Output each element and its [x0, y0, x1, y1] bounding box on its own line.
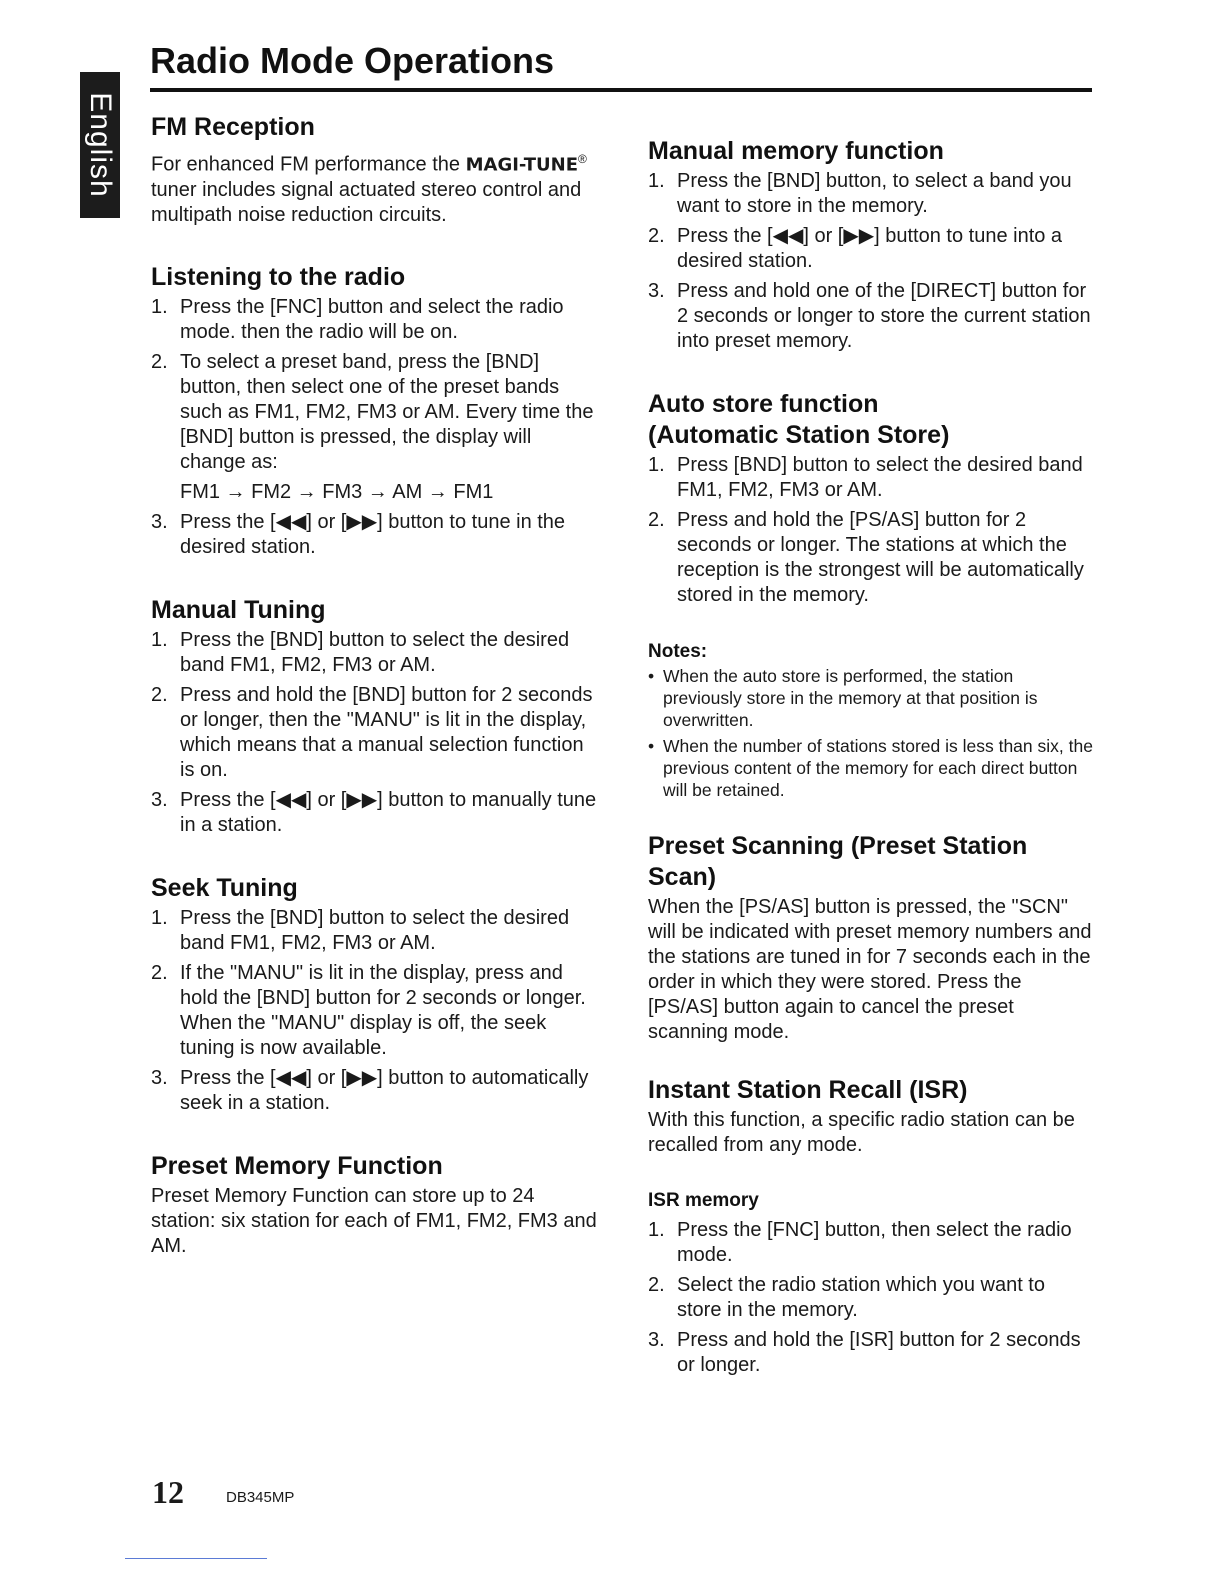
page-number: 12 [152, 1474, 184, 1510]
step-text: Press and hold the [ISR] button for 2 seconds or longer. [677, 1329, 1081, 1376]
list-item [151, 350, 601, 505]
step-number: 1. [648, 170, 665, 192]
step-number: 2. [648, 225, 665, 247]
step-number: 2. [648, 509, 665, 531]
list-item [151, 510, 601, 560]
list-item [151, 295, 601, 345]
step-text: Press and hold one of the [DIRECT] button for 2 seconds or longer to store the current station into preset memory. [677, 280, 1091, 352]
list-item [648, 1218, 1093, 1268]
preset-scanning-title: Preset Scanning (Preset Station Scan) [648, 832, 1028, 891]
language-tab-label: English [84, 92, 117, 198]
page-title: Radio Mode Operations [150, 40, 555, 81]
listening-steps [151, 295, 601, 560]
step-text: Press the [BND] button, to select a band you want to store in the memory. [677, 170, 1072, 217]
seek-tuning-title: Seek Tuning [151, 873, 298, 902]
step-text: Press and hold the [BND] button for 2 seconds or longer, then the "MANU" is lit in the display, which means that a manual selection function is on. [180, 683, 593, 781]
note-item: • When the auto store is performed, the station previously store in the memory at that position is overwritten. [648, 665, 1093, 731]
step-number: 1. [648, 1219, 665, 1241]
step-number: 2. [151, 683, 168, 706]
auto-store-title: Auto store function [648, 390, 879, 418]
step-number: 1. [151, 295, 168, 318]
list-item [648, 169, 1093, 219]
step-text: Press and hold the [PS/AS] button for 2 seconds or longer. The stations at which the reception is the strongest will be automatically stored in the memory. [677, 509, 1084, 606]
notes-section [648, 639, 1093, 801]
fm-reception-section [151, 112, 601, 228]
step-text: To select a preset band, press the [BND] button, then select one of the preset bands such as FM1, FM2, FM3 or AM. Every time the [BND] button is pressed, the display will change as: [180, 350, 594, 473]
manual-memory-steps [648, 169, 1093, 354]
list-item [151, 788, 601, 838]
step-text: Press the [◀◀] or [▶▶] button to tune into a desired station. [677, 225, 1063, 272]
list-item [151, 961, 601, 1061]
step-text: Press the [◀◀] or [▶▶] button to automatically seek in a station. [180, 1066, 589, 1114]
fm-reception-text-end: tuner includes signal actuated stereo control and multipath noise reduction circuits. [151, 178, 582, 226]
auto-store-section [648, 389, 1093, 608]
fm-reception-text [151, 147, 601, 228]
left-column [151, 112, 601, 1259]
list-item [151, 683, 601, 783]
step-number: 2. [151, 350, 168, 373]
seek-tuning-section [151, 873, 601, 1116]
list-item [648, 508, 1093, 608]
auto-store-steps [648, 453, 1093, 608]
step-text: Press the [BND] button to select the desired band FM1, FM2, FM3 or AM. [180, 628, 570, 676]
step-text: Press the [◀◀] or [▶▶] button to manually tune in a station. [180, 788, 597, 836]
step-number: 1. [151, 628, 168, 651]
step-number: 3. [648, 280, 665, 302]
step-number: 2. [648, 1274, 665, 1296]
isr-memory-title: ISR memory [648, 1190, 759, 1211]
preset-memory-text: Preset Memory Function can store up to 24 station: six station for each of FM1, FM2, FM3 and AM. [151, 1184, 597, 1257]
brand-name: MAGI-TUNE [465, 154, 579, 176]
step-number: 2. [151, 961, 168, 984]
step-number: 1. [648, 454, 665, 476]
step-text: Press the [FNC] button, then select the radio mode. [677, 1219, 1072, 1266]
listening-title: Listening to the radio [151, 262, 406, 291]
model-number: DB345MP [226, 1489, 295, 1506]
list-item [648, 279, 1093, 354]
fm-reception-text-start: For enhanced FM performance the [151, 153, 466, 176]
list-item [648, 224, 1093, 274]
step-number: 3. [151, 510, 168, 533]
list-item [648, 453, 1093, 503]
registered-mark: ® [578, 152, 587, 166]
step-text: Press the [◀◀] or [▶▶] button to tune in the desired station. [180, 510, 566, 558]
step-number: 3. [151, 1066, 168, 1089]
step-number: 1. [151, 906, 168, 929]
list-item [151, 1066, 601, 1116]
list-item [648, 1328, 1093, 1378]
isr-section [648, 1075, 1093, 1158]
bottom-link-line [125, 1558, 267, 1559]
step-text: Select the radio station which you want to store in the memory. [677, 1274, 1045, 1321]
step-number: 3. [151, 788, 168, 811]
listening-section [151, 262, 601, 560]
manual-memory-section [648, 136, 1093, 354]
step-text: Press the [BND] button to select the desired band FM1, FM2, FM3 or AM. [180, 906, 570, 954]
seek-tuning-steps [151, 906, 601, 1116]
isr-title: Instant Station Recall (ISR) [648, 1076, 968, 1104]
list-item [151, 628, 601, 678]
step-text: Press the [FNC] button and select the radio mode. then the radio will be on. [180, 295, 564, 343]
step-number: 3. [648, 1329, 665, 1351]
isr-text: With this function, a specific radio station can be recalled from any mode. [648, 1109, 1075, 1156]
manual-tuning-title: Manual Tuning [151, 595, 326, 624]
language-tab [80, 72, 120, 218]
step-text: If the "MANU" is lit in the display, press and hold the [BND] button for 2 seconds or longer. When the "MANU" display is off, the seek tuning is now available. [180, 961, 586, 1059]
right-column [648, 136, 1093, 1383]
manual-memory-title: Manual memory function [648, 137, 944, 165]
manual-tuning-section [151, 595, 601, 838]
note-item: • When the number of stations stored is less than six, the previous content of the memory for each direct button will be retained. [648, 735, 1093, 801]
preset-memory-section [151, 1151, 601, 1259]
preset-scanning-text: When the [PS/AS] button is pressed, the "SCN" will be indicated with preset memory numbers and the stations are tuned in for 7 seconds each in the order in which they were stored. Press the [PS/AS] button again to cancel the preset scanning mode. [648, 896, 1092, 1043]
fm-reception-title: FM Reception [151, 113, 315, 141]
auto-store-subtitle: (Automatic Station Store) [648, 421, 950, 449]
notes-list [648, 665, 1093, 801]
step-text: Press [BND] button to select the desired band FM1, FM2, FM3 or AM. [677, 454, 1083, 501]
manual-tuning-steps [151, 628, 601, 838]
preset-memory-title: Preset Memory Function [151, 1151, 443, 1180]
list-item [151, 906, 601, 956]
preset-scanning-section [648, 831, 1093, 1045]
list-item [648, 1273, 1093, 1323]
band-sequence: FM1 → FM2 → FM3 → AM → FM1 [180, 480, 494, 503]
isr-memory-steps [648, 1218, 1093, 1378]
isr-memory-section [648, 1188, 1093, 1378]
notes-title: Notes: [648, 641, 708, 662]
title-divider [150, 88, 1092, 92]
